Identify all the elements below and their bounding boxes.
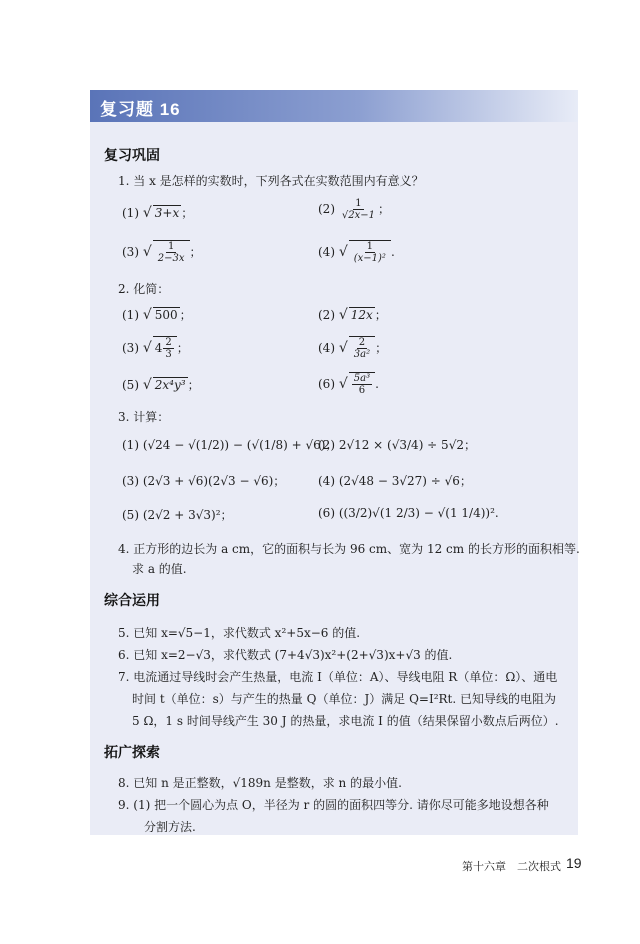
q3-item-3: (3) (2√3 + √6)(2√3 − √6)； [122,474,286,488]
q1-item-3: (3) √ $\frac{1}{2-3x}$ ； [122,241,202,264]
q1-item-2: (2) $\frac{1}{√2x-1}$ ； [318,198,390,221]
q2-item-2: (2) √ 12x ； [318,307,387,323]
q9-line-1: 9. (1) 把一个圆心为点 O，半径为 r 的圆的面积四等分. 请你尽可能多地设想各种 [118,798,549,812]
q4-line-2: 求 a 的值. [132,562,187,576]
page-title: 复习题 16 [100,100,181,119]
chapter-footer: 第十六章 二次根式 [462,860,561,873]
q3-stem: 3. 计算： [118,410,170,424]
q8-text: 8. 已知 n 是正整数，√189n 是整数，求 n 的最小值. [118,776,402,790]
q7-line-3: 5 Ω，1 s 时间导线产生 30 J 的热量，求电流 I 的值（结果保留小数点后两位）. [132,714,559,728]
q2-item-6: (6) √ $\frac{\text{5a³}}{6}$ . [318,373,379,396]
q3-item-2: (2) 2√12 × (√3/4) ÷ 5√2； [318,438,476,452]
q1-stem: 1. 当 x 是怎样的实数时，下列各式在实数范围内有意义？ [118,174,424,188]
section-review: 复习巩固 [104,147,160,163]
q3-item-1: (1) (√24 − √(1/2)) − (√(1/8) + √6)； [122,438,338,452]
q5-text: 5. 已知 x=√5−1，求代数式 x²+5x−6 的值. [118,626,361,640]
q2-item-3: (3) √ 4 $\frac{2}{3}$ ； [122,337,189,360]
q2-item-1: (1) √ 500 ； [122,307,192,323]
q2-item-4: (4) √ $\frac{2}{\text{3a²}}$ ； [318,337,388,360]
q2-stem: 2. 化简： [118,282,170,296]
section-apply: 综合运用 [104,592,160,608]
q9-line-2: 分割方法. [144,820,196,834]
q3-item-5: (5) (2√2 + 3√3)²； [122,508,233,522]
q1-item-1: (1) √ 3+x ； [122,205,194,221]
q1-item-4: (4) √ $\frac{1}{\text{(x−1)²}}$ . [318,241,395,264]
q4-line-1: 4. 正方形的边长为 a cm，它的面积与长为 96 cm、宽为 12 cm 的长方形的面积相等. [118,542,580,556]
q7-line-2: 时间 t（单位：s）与产生的热量 Q（单位：J）满足 Q=I²Rt. 已知导线的电阻为 [132,692,557,706]
q3-item-4: (4) (2√48 − 3√27) ÷ √6； [318,474,472,488]
section-explore: 拓广探索 [104,744,160,760]
q6-text: 6. 已知 x=2−√3，求代数式 (7+4√3)x²+(2+√3)x+√3 的值. [118,648,453,662]
q7-line-1: 7. 电流通过导线时会产生热量，电流 I（单位：A）、导线电阻 R（单位：Ω）、通电 [118,670,558,684]
page-number: 19 [566,855,582,871]
q2-item-5: (5) √ 2x⁴y³ ； [122,377,200,393]
q3-item-6: (6) ((3/2)√(1 2/3) − √(1 1/4))². [318,506,499,520]
